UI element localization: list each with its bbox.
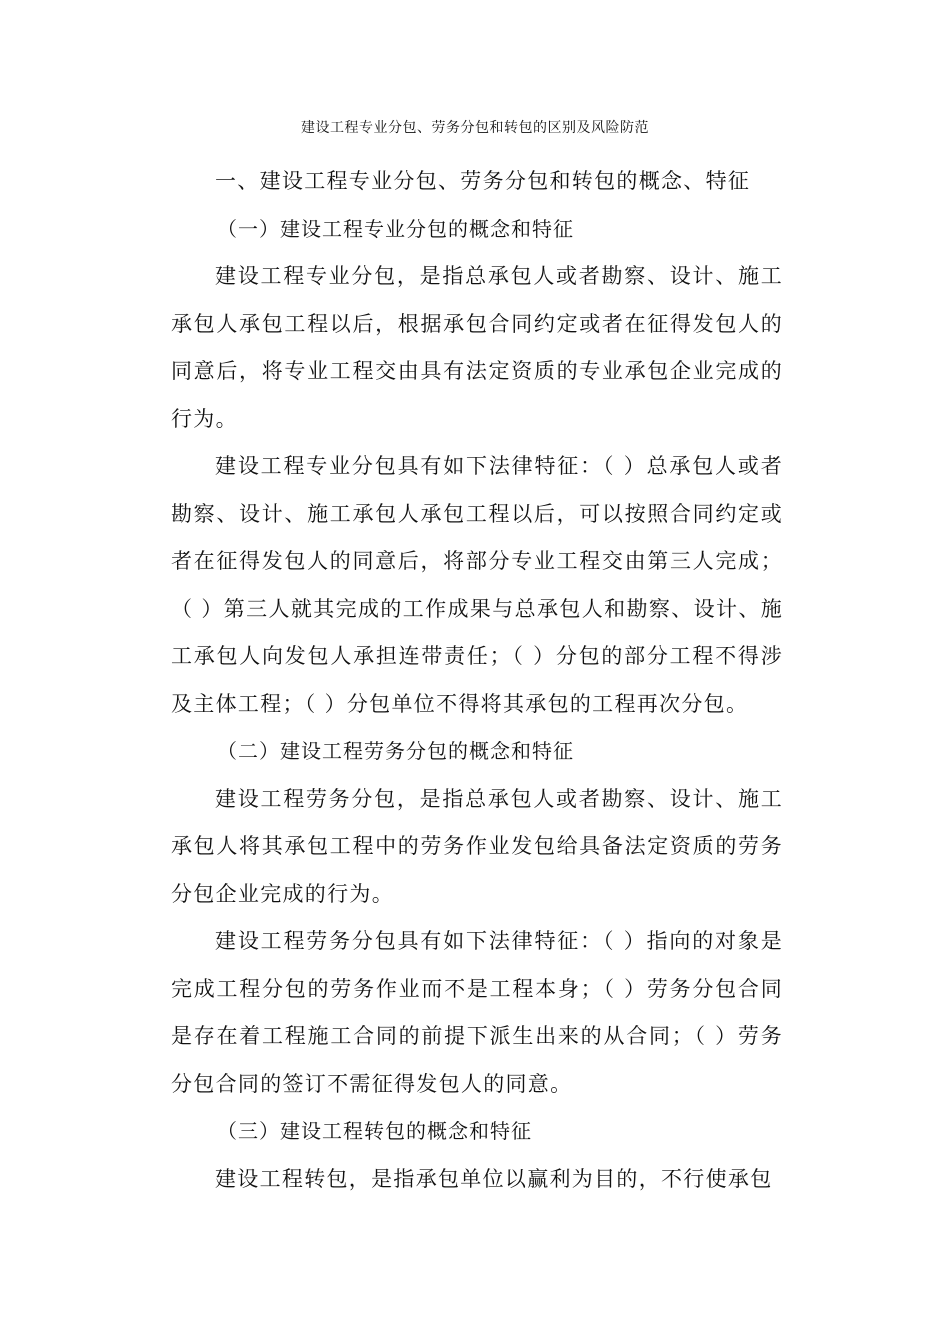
subsection-heading: （一）建设工程专业分包的概念和特征 xyxy=(217,216,574,241)
body-paragraph: 建设工程专业分包，是指总承包人或者勘察、设计、施工承包人承包工程以后，根据承包合同约定或者在征得发包人的同意后，将专业工程交由具有法定资质的专业承包企业完成的行为。 xyxy=(171,264,783,431)
subsection-heading: （二）建设工程劳务分包的概念和特征 xyxy=(217,739,574,763)
subsection-heading: （三）建设工程转包的概念和特征 xyxy=(217,1119,532,1143)
body-paragraph: 建设工程劳务分包，是指总承包人或者勘察、设计、施工承包人将其承包工程中的劳务作业发包给具备法定资质的劳务分包企业完成的行为。 xyxy=(171,786,783,906)
body-paragraph: 建设工程转包，是指承包单位以赢利为目的，不行使承包 xyxy=(215,1166,773,1191)
running-header: 建设工程专业分包、劳务分包和转包的区别及风险防范 xyxy=(301,120,649,136)
body-paragraph: 建设工程专业分包具有如下法律特征：（ ）总承包人或者勘察、设计、施工承包人承包工程以后，可以按照合同约定或者在征得发包人的同意后，将部分专业工程交由第三人完成；（ ）第三人就其完成的工作成果与总承包人和勘察、设计、施工承包人向发包人承担连带责任；（ ）分包的部分工程不得涉及主体工程；（ ）分包单位不得将其承包的工程再次分包。 xyxy=(171,454,783,716)
body-paragraph: 建设工程劳务分包具有如下法律特征：（ ）指向的对象是完成工程分包的劳务作业而不是工程本身；（ ）劳务分包合同是存在着工程施工合同的前提下派生出来的从合同；（ ）劳务分包合同的签订不需征得发包人的同意。 xyxy=(171,929,783,1096)
section-heading: 一、建设工程专业分包、劳务分包和转包的概念、特征 xyxy=(215,169,751,193)
document-body xyxy=(171,158,783,1203)
